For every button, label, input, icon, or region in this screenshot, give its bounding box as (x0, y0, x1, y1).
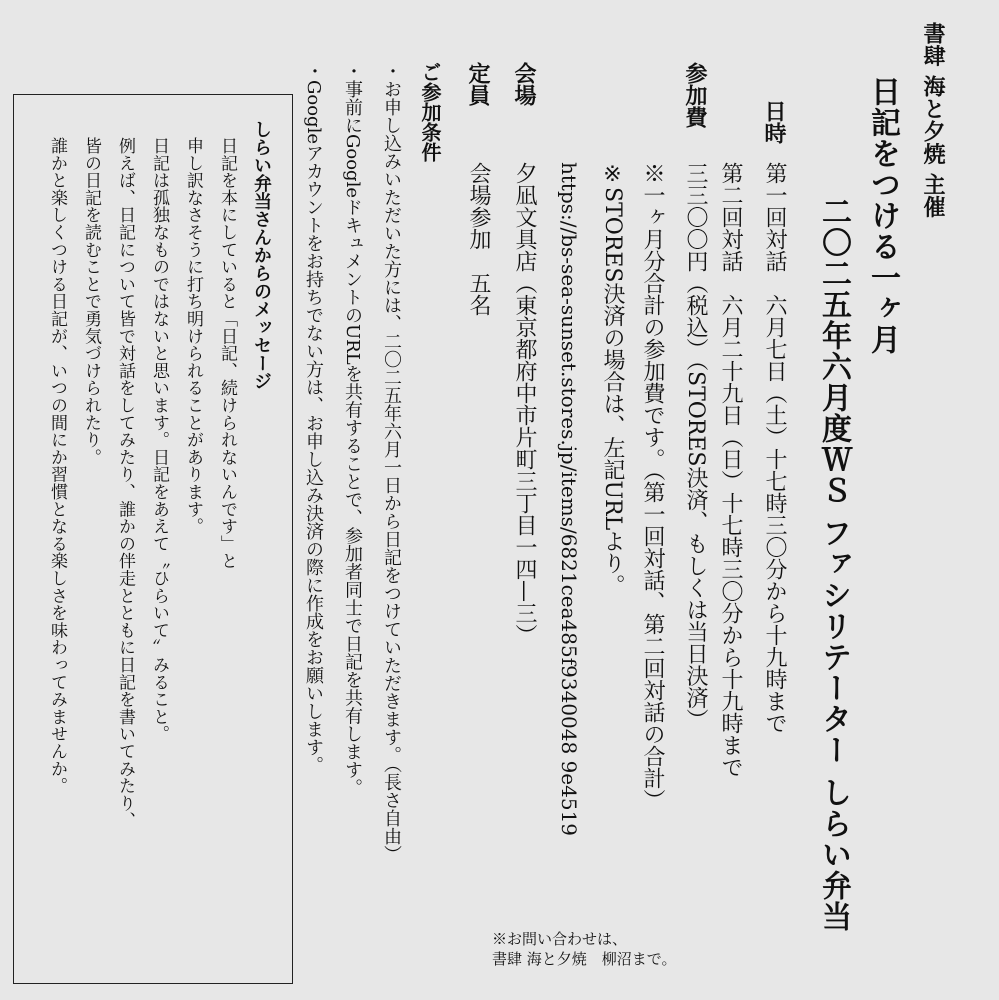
message-title: しらい弁当さんからのメッセージ (251, 120, 272, 390)
message-line: 誰かと楽しくつける日記が、いつの間にか習慣となる楽しさを味わってみませんか。 (47, 137, 67, 795)
message-line: 皆の日記を読むことで勇気づけられたり。 (81, 137, 101, 466)
contact-line-2: 書肆 海と夕焼 柳沼まで。 (492, 950, 677, 968)
venue-value: 夕凪文具店（東京都府中市片町三丁目一四—三） (512, 162, 537, 646)
organizer-text: 書肆 海と夕焼 主催 (920, 22, 946, 219)
event-name: 二〇二五年六月度ＷＳ ファシリテーター しらい弁当 (816, 196, 851, 932)
condition-item: ・Googleアカウントをお持ちでない方は、お申し込み決済の際に作成をお願いします。 (303, 62, 324, 774)
store-url-link[interactable]: https://bs-sea-sunset.stores.jp/items/6821cea485f9340048 9e4519 (557, 162, 581, 837)
url-note: ※STORES決済の場合は、左記URLより。 (600, 162, 625, 597)
capacity-label: 定員 (465, 62, 491, 106)
message-line: 日記は孤独なものではないと思います。日記をあえて〝ひらいて〟みること。 (149, 137, 169, 743)
contact-line-1: ※お問い合わせは、 (492, 930, 628, 948)
capacity-value: 会場参加 五名 (466, 162, 491, 316)
fee-note: ※一ヶ月分合計の参加費です。（第一回対話、第二回対話の合計） (640, 162, 665, 811)
message-line: 申し訳なさそうに打ち明けられることがあります。 (183, 137, 203, 535)
page-title: 日記をつける一ヶ月 (865, 76, 900, 355)
condition-item: ・事前にGoogleドキュメントのURLを共有することで、参加者同士で日記を共有します。 (342, 62, 363, 797)
session-1: 第一回対話 六月七日（土）十七時三〇分から十九時まで (762, 162, 787, 734)
fee-value: 三三〇〇円（税込）（STORES決済、もしくは当日決済） (683, 162, 708, 731)
venue-label: 会場 (511, 62, 537, 106)
conditions-label: ご参加条件 (418, 62, 442, 162)
payment-url[interactable] (601, 162, 623, 596)
fee-label: 参加費 (682, 62, 708, 128)
message-line: 日記を本にしていると「日記、続けられないんです」と (217, 137, 237, 570)
message-line: 例えば、日記について皆で対話をしてみたり、誰かの伴走とともに日記を書いてみたり、 (115, 137, 135, 829)
date-label: 日時 (761, 100, 787, 144)
condition-item: ・お申し込みいただいた方には、二〇二五年六月一日から日記をつけていただきます。（長さ自由） (381, 62, 402, 863)
session-2: 第二回対話 六月二十九日（日）十七時三〇分から十九時まで (718, 162, 743, 778)
